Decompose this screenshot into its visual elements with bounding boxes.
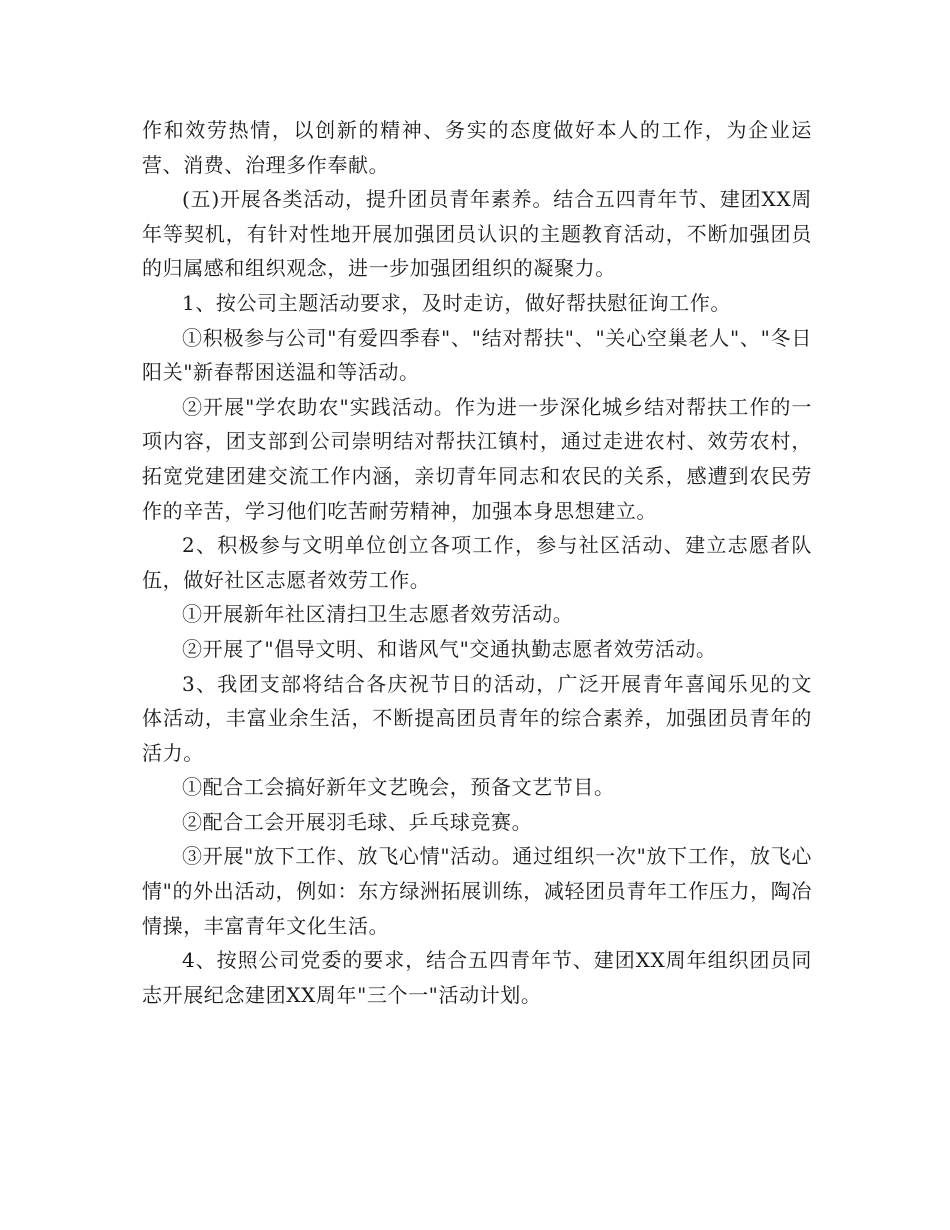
- paragraph-continuation: 作和效劳热情，以创新的精神、务实的态度做好本人的工作，为企业运营、消费、治理多作奉献。: [142, 118, 812, 177]
- paragraph-item-1-b: ②开展"学农助农"实践活动。作为进一步深化城乡结对帮扶工作的一项内容，团支部到公司崇明结对帮扶江镇村，通过走进农村、效劳农村，拓宽党建团建交流工作内涵，亲切青年同志和农民的关系，感遭到农民劳作的辛苦，学习他们吃苦耐劳精神，加强本身思想建立。: [142, 394, 812, 523]
- paragraph-item-3-c: ③开展"放下工作、放飞心情"活动。通过组织一次"放下工作，放飞心情"的外出活动，例如：东方绿洲拓展训练，减轻团员青年工作压力，陶冶情操，丰富青年文化生活。: [142, 844, 813, 938]
- paragraph-item-1: 1、按公司主题活动要求，及时走访，做好帮扶慰征询工作。: [182, 290, 731, 315]
- paragraph-item-4: 4、按照公司党委的要求，结合五四青年节、建团XX周年组织团员同志开展纪念建团XX周年"三个一"活动计划。: [142, 948, 812, 1007]
- paragraph-item-3: 3、我团支部将结合各庆祝节日的活动，广泛开展青年喜闻乐见的文体活动，丰富业余生活，不断提高团员青年的综合素养，加强团员青年的活力。: [142, 671, 812, 765]
- paragraph-item-1-a: ①积极参与公司"有爱四季春"、"结对帮扶"、"关心空巢老人"、"冬日阳关"新春帮困送温和等活动。: [142, 325, 812, 385]
- paragraph-section-five: (五)开展各类活动，提升团员青年素养。结合五四青年节、建团XX周年等契机，有针对性地开展加强团员认识的主题教育活动，不断加强团员的归属感和组织观念，进一步加强团组织的凝聚力。: [142, 187, 813, 281]
- document-body: [142, 113, 812, 1012]
- paragraph-item-3-b: ②配合工会开展羽毛球、乒乓球竞赛。: [182, 809, 533, 834]
- paragraph-item-2-a: ①开展新年社区清扫卫生志愿者效劳活动。: [182, 602, 574, 627]
- paragraph-item-2: 2、积极参与文明单位创立各项工作，参与社区活动、建立志愿者队伍，做好社区志愿者效劳工作。: [142, 533, 812, 592]
- paragraph-item-3-a: ①配合工会搞好新年文艺晚会，预备文艺节目。: [182, 775, 615, 800]
- paragraph-item-2-b: ②开展了"倡导文明、和谐风气"交通执勤志愿者效劳活动。: [182, 636, 717, 661]
